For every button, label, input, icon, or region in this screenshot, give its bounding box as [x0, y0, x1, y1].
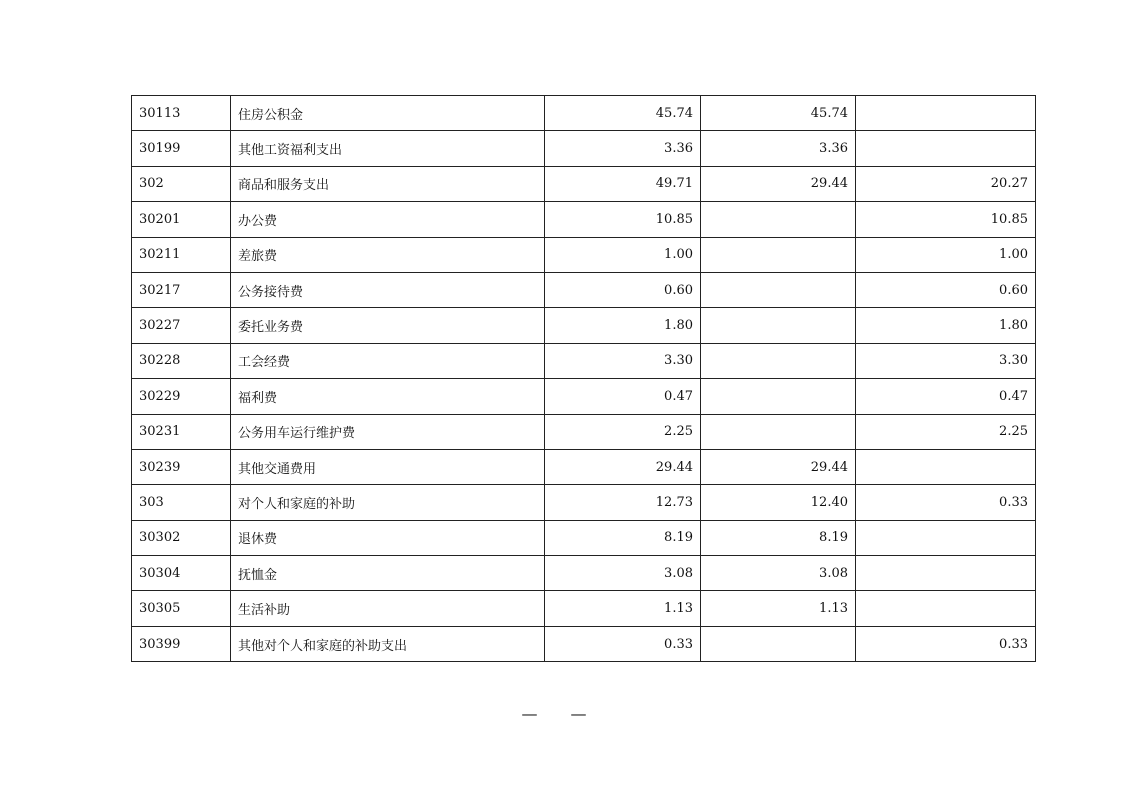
cell-total: 1.80 — [545, 308, 701, 343]
cell-code: 30399 — [132, 626, 231, 661]
table-row — [132, 449, 1036, 484]
cell-item-name: 委托业务费 — [231, 308, 545, 343]
cell-code: 30227 — [132, 308, 231, 343]
cell-project-expenditure — [856, 449, 1036, 484]
cell-project-expenditure: 1.00 — [856, 237, 1036, 272]
cell-project-expenditure: 0.60 — [856, 272, 1036, 307]
cell-total: 0.33 — [545, 626, 701, 661]
cell-item-name: 住房公积金 — [231, 96, 545, 131]
cell-item-name: 公务接待费 — [231, 272, 545, 307]
cell-basic-expenditure — [701, 237, 856, 272]
cell-basic-expenditure: 1.13 — [701, 591, 856, 626]
cell-total: 3.36 — [545, 131, 701, 166]
cell-project-expenditure: 10.85 — [856, 202, 1036, 237]
cell-project-expenditure: 0.47 — [856, 379, 1036, 414]
cell-total: 29.44 — [545, 449, 701, 484]
cell-total: 0.47 — [545, 379, 701, 414]
cell-code: 30304 — [132, 556, 231, 591]
cell-item-name: 抚恤金 — [231, 556, 545, 591]
cell-basic-expenditure: 3.08 — [701, 556, 856, 591]
cell-project-expenditure: 3.30 — [856, 343, 1036, 378]
cell-total: 12.73 — [545, 485, 701, 520]
cell-code: 30228 — [132, 343, 231, 378]
cell-item-name: 其他对个人和家庭的补助支出 — [231, 626, 545, 661]
cell-code: 30199 — [132, 131, 231, 166]
table-row — [132, 96, 1036, 131]
cell-code: 303 — [132, 485, 231, 520]
cell-code: 30229 — [132, 379, 231, 414]
table-group-row — [132, 166, 1036, 201]
cell-basic-expenditure: 8.19 — [701, 520, 856, 555]
cell-code: 30305 — [132, 591, 231, 626]
cell-project-expenditure: 1.80 — [856, 308, 1036, 343]
cell-total: 45.74 — [545, 96, 701, 131]
cell-project-expenditure: 20.27 — [856, 166, 1036, 201]
cell-total: 0.60 — [545, 272, 701, 307]
cell-total: 10.85 — [545, 202, 701, 237]
cell-code: 30302 — [132, 520, 231, 555]
cell-code: 30239 — [132, 449, 231, 484]
cell-item-name: 其他交通费用 — [231, 449, 545, 484]
cell-project-expenditure — [856, 520, 1036, 555]
cell-item-name: 对个人和家庭的补助 — [231, 485, 545, 520]
table-row — [132, 237, 1036, 272]
cell-basic-expenditure — [701, 343, 856, 378]
table-row — [132, 379, 1036, 414]
expenditure-table — [131, 95, 1036, 662]
cell-basic-expenditure — [701, 308, 856, 343]
cell-item-name: 商品和服务支出 — [231, 166, 545, 201]
cell-basic-expenditure: 12.40 — [701, 485, 856, 520]
cell-item-name: 差旅费 — [231, 237, 545, 272]
cell-basic-expenditure — [701, 202, 856, 237]
page-number: — — — [521, 704, 601, 723]
table-row — [132, 414, 1036, 449]
cell-basic-expenditure — [701, 379, 856, 414]
cell-project-expenditure — [856, 556, 1036, 591]
cell-basic-expenditure: 29.44 — [701, 166, 856, 201]
table-row — [132, 272, 1036, 307]
cell-total: 3.30 — [545, 343, 701, 378]
cell-total: 49.71 — [545, 166, 701, 201]
cell-basic-expenditure — [701, 414, 856, 449]
table-row — [132, 202, 1036, 237]
cell-project-expenditure — [856, 131, 1036, 166]
table-row — [132, 343, 1036, 378]
cell-code: 30231 — [132, 414, 231, 449]
cell-project-expenditure — [856, 96, 1036, 131]
cell-item-name: 福利费 — [231, 379, 545, 414]
cell-total: 3.08 — [545, 556, 701, 591]
cell-project-expenditure — [856, 591, 1036, 626]
table-group-row — [132, 485, 1036, 520]
cell-item-name: 工会经费 — [231, 343, 545, 378]
cell-basic-expenditure: 3.36 — [701, 131, 856, 166]
cell-total: 8.19 — [545, 520, 701, 555]
table-row — [132, 626, 1036, 661]
cell-basic-expenditure — [701, 272, 856, 307]
table-row — [132, 591, 1036, 626]
cell-project-expenditure: 2.25 — [856, 414, 1036, 449]
table-row — [132, 308, 1036, 343]
budget-table-container — [131, 95, 1035, 662]
cell-total: 1.13 — [545, 591, 701, 626]
cell-item-name: 生活补助 — [231, 591, 545, 626]
cell-basic-expenditure: 29.44 — [701, 449, 856, 484]
cell-code: 30113 — [132, 96, 231, 131]
cell-basic-expenditure: 45.74 — [701, 96, 856, 131]
cell-code: 302 — [132, 166, 231, 201]
cell-basic-expenditure — [701, 626, 856, 661]
cell-code: 30211 — [132, 237, 231, 272]
cell-total: 1.00 — [545, 237, 701, 272]
cell-item-name: 退休费 — [231, 520, 545, 555]
table-row — [132, 520, 1036, 555]
table-body — [132, 96, 1036, 662]
table-row — [132, 131, 1036, 166]
cell-item-name: 其他工资福利支出 — [231, 131, 545, 166]
cell-code: 30217 — [132, 272, 231, 307]
cell-project-expenditure: 0.33 — [856, 626, 1036, 661]
table-row — [132, 556, 1036, 591]
cell-total: 2.25 — [545, 414, 701, 449]
cell-item-name: 公务用车运行维护费 — [231, 414, 545, 449]
cell-project-expenditure: 0.33 — [856, 485, 1036, 520]
cell-item-name: 办公费 — [231, 202, 545, 237]
cell-code: 30201 — [132, 202, 231, 237]
